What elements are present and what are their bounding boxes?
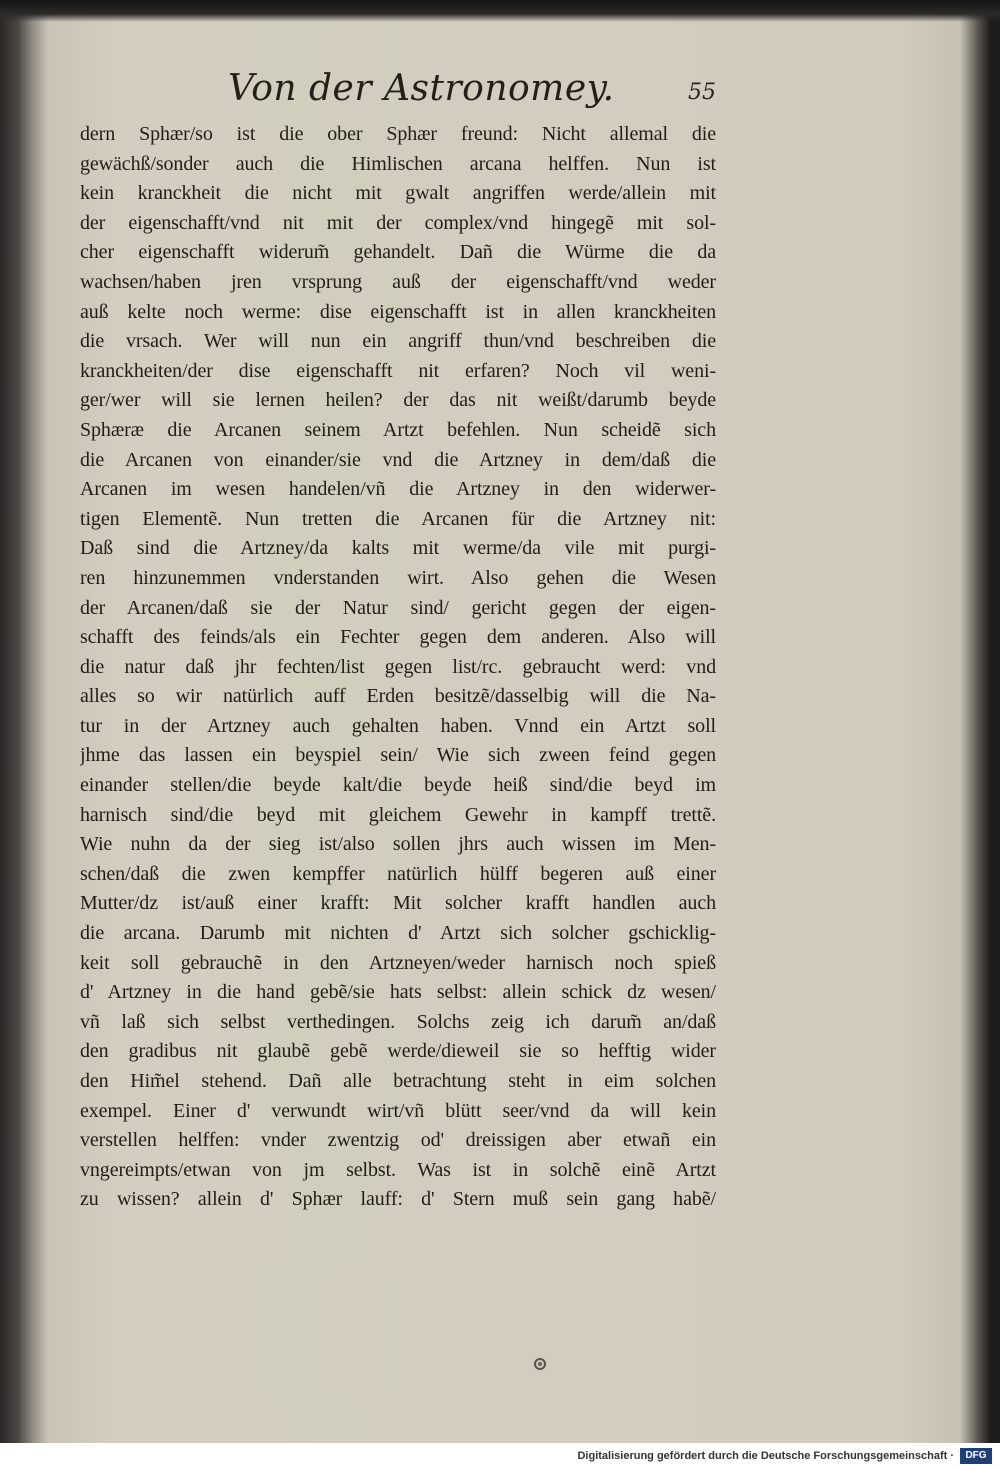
footer	[0, 1443, 1000, 1470]
body-text	[80, 120, 716, 1215]
text-line: Sphæræ die Arcanen seinem Artzt befehlen. Nun scheidẽ sich	[80, 418, 716, 441]
text-line: einander stellen/die beyde kalt/die beyde heiß sind/die beyd im	[80, 774, 716, 797]
text-line: gewächß/sonder auch die Himlischen arcana helffen. Nun ist	[80, 152, 716, 175]
text-line: die natur daß jhr fechten/list gegen list/rc. gebraucht werd: vnd	[80, 655, 716, 678]
text-line: der eigenschafft/vnd nit mit der complex/vnd hingegẽ mit sol-	[80, 211, 716, 234]
text-line: wachsen/haben jren vrsprung auß der eigenschafft/vnd weder	[80, 270, 716, 293]
ornament-icon	[534, 1358, 546, 1370]
text-line: ren hinzunemmen vnderstanden wirt. Also gehen die Wesen	[80, 566, 716, 589]
text-line: schafft des feinds/als ein Fechter gegen dem anderen. Also will	[80, 626, 716, 649]
text-line: der Arcanen/daß sie der Natur sind/ gericht gegen der eigen-	[80, 596, 716, 619]
text-line: zu wissen? allein d' Sphær lauff: d' Stern muß sein gang habẽ/	[80, 1188, 716, 1211]
text-line: den gradibus nit glaubẽ gebẽ werde/dieweil sie so hefftig wider	[80, 1040, 716, 1063]
text-line: jhme das lassen ein beyspiel sein/ Wie sich zween feind gegen	[80, 744, 716, 767]
text-line: die arcana. Darumb mit nichten d' Artzt sich solcher gschicklig-	[80, 922, 716, 945]
text-line: den Him̃el stehend. Dañ alle betrachtung steht in eim solchen	[80, 1070, 716, 1092]
page-number: 55	[688, 80, 716, 105]
text-line: ger/wer will sie lernen heilen? der das nit weißt/darumb beyde	[80, 389, 716, 412]
running-header-title: Von der Astronomey.	[228, 68, 615, 109]
text-line: Wie nuhn da der sieg ist/also sollen jhrs auch wissen im Men-	[80, 833, 716, 856]
text-line: Daß sind die Artzney/da kalts mit werme/da vile mit purgi-	[80, 537, 716, 560]
text-line: keit soll gebrauchẽ in den Artzneyen/weder harnisch noch spieß	[80, 951, 716, 974]
dfg-logo-icon: DFG	[960, 1448, 992, 1464]
footer-credit: Digitalisierung gefördert durch die Deutsche Forschungsgemeinschaft ·	[577, 1450, 954, 1462]
text-line: kranckheiten/der dise eigenschafft nit erfaren? Noch vil weni-	[80, 359, 716, 382]
text-line: Mutter/dz ist/auß einer krafft: Mit solcher krafft handlen auch	[80, 892, 716, 915]
text-line: cher eigenschafft widerum̃ gehandelt. Dañ die Würme die da	[80, 241, 716, 264]
text-line: tigen Elementẽ. Nun tretten die Arcanen für die Artzney nit:	[80, 507, 716, 530]
text-line: d' Artzney in die hand gebẽ/sie hats selbst: allein schick dz wesen/	[80, 981, 716, 1004]
text-line: Arcanen im wesen handelen/vñ die Artzney in den widerwer-	[80, 478, 716, 501]
text-line: tur in der Artzney auch gehalten haben. Vnnd ein Artzt soll	[80, 714, 716, 737]
text-line: kein kranckheit die nicht mit gwalt angriffen werde/allein mit	[80, 182, 716, 205]
text-line: schen/daß die zwen kempffer natürlich hülff begeren auß einer	[80, 862, 716, 885]
text-line: vñ laß sich selbst verthedingen. Solchs zeig ich darum̃ an/daß	[80, 1010, 716, 1033]
text-line: die Arcanen von einander/sie vnd die Artzney in dem/daß die	[80, 448, 716, 471]
text-line: die vrsach. Wer will nun ein angriff thun/vnd beschreiben die	[80, 330, 716, 353]
text-line: alles so wir natürlich auff Erden besitzẽ/dasselbig will die Na-	[80, 685, 716, 708]
text-line: vngereimpts/etwan von jm selbst. Was ist in solchẽ einẽ Artzt	[80, 1158, 716, 1181]
text-line: exempel. Einer d' verwundt wirt/vñ blütt seer/vnd da will kein	[80, 1099, 716, 1122]
text-line: verstellen helffen: vnder zwentzig od' dreissigen aber etwañ ein	[80, 1129, 716, 1152]
text-line: harnisch sind/die beyd mit gleichem Gewehr in kampff trettẽ.	[80, 803, 716, 826]
text-line: dern Sphær/so ist die ober Sphær freund: Nicht allemal die	[80, 123, 716, 145]
text-line: auß kelte noch werme: dise eigenschafft ist in allen kranckheiten	[80, 300, 716, 323]
